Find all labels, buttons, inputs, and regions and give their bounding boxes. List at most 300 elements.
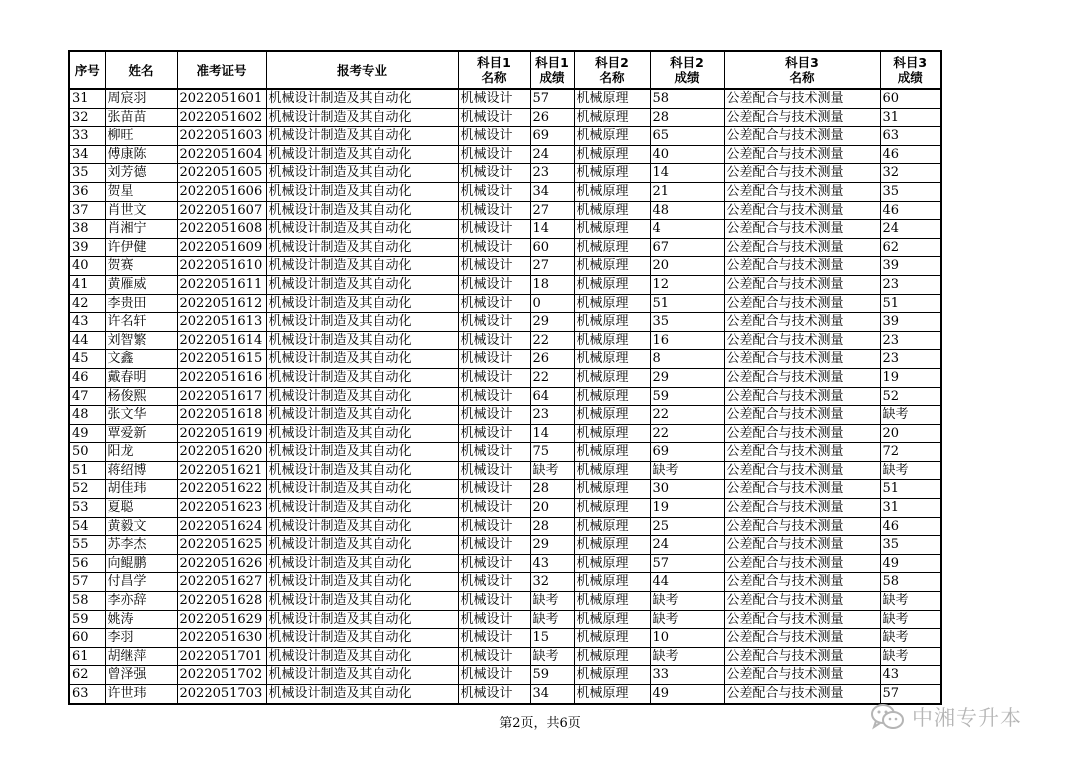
cell-exam-id: 2022051603 <box>177 127 266 146</box>
cell-subject1-name: 机械设计 <box>458 480 530 499</box>
cell-major: 机械设计制造及其自动化 <box>266 368 458 387</box>
cell-subject1-name: 机械设计 <box>458 108 530 127</box>
cell-subject3-name: 公差配合与技术测量 <box>724 368 880 387</box>
cell-subject3-name: 公差配合与技术测量 <box>724 610 880 629</box>
cell-subject3-score: 63 <box>880 127 941 146</box>
cell-major: 机械设计制造及其自动化 <box>266 275 458 294</box>
watermark <box>870 702 1022 732</box>
cell-seq: 54 <box>69 517 105 536</box>
cell-subject3-name: 公差配合与技术测量 <box>724 238 880 257</box>
cell-subject2-name: 机械原理 <box>574 331 650 350</box>
cell-seq: 57 <box>69 573 105 592</box>
table-row <box>69 406 941 425</box>
cell-subject2-score: 44 <box>650 573 724 592</box>
table-body <box>69 89 941 704</box>
cell-subject1-name: 机械设计 <box>458 424 530 443</box>
cell-subject1-name: 机械设计 <box>458 127 530 146</box>
cell-subject1-score: 64 <box>530 387 574 406</box>
cell-major: 机械设计制造及其自动化 <box>266 499 458 518</box>
table-row <box>69 443 941 462</box>
cell-name: 许名轩 <box>105 313 177 332</box>
cell-major: 机械设计制造及其自动化 <box>266 461 458 480</box>
cell-exam-id: 2022051626 <box>177 554 266 573</box>
cell-major: 机械设计制造及其自动化 <box>266 145 458 164</box>
cell-exam-id: 2022051703 <box>177 685 266 704</box>
cell-subject2-name: 机械原理 <box>574 220 650 239</box>
cell-subject2-score: 51 <box>650 294 724 313</box>
header-subject1-score: 科目1 成绩 <box>530 51 574 89</box>
cell-major: 机械设计制造及其自动化 <box>266 108 458 127</box>
cell-subject1-name: 机械设计 <box>458 145 530 164</box>
cell-subject1-score: 缺考 <box>530 592 574 611</box>
cell-name: 肖世文 <box>105 201 177 220</box>
cell-seq: 62 <box>69 666 105 685</box>
cell-subject1-score: 14 <box>530 424 574 443</box>
cell-name: 柳旺 <box>105 127 177 146</box>
cell-subject3-score: 39 <box>880 257 941 276</box>
cell-exam-id: 2022051630 <box>177 629 266 648</box>
cell-subject2-name: 机械原理 <box>574 201 650 220</box>
cell-subject1-score: 18 <box>530 275 574 294</box>
cell-seq: 32 <box>69 108 105 127</box>
cell-subject3-score: 20 <box>880 424 941 443</box>
cell-subject2-score: 10 <box>650 629 724 648</box>
cell-major: 机械设计制造及其自动化 <box>266 666 458 685</box>
cell-exam-id: 2022051624 <box>177 517 266 536</box>
cell-subject1-score: 34 <box>530 182 574 201</box>
cell-subject3-name: 公差配合与技术测量 <box>724 275 880 294</box>
cell-subject3-score: 51 <box>880 294 941 313</box>
cell-exam-id: 2022051614 <box>177 331 266 350</box>
cell-subject1-name: 机械设计 <box>458 368 530 387</box>
table-row <box>69 573 941 592</box>
cell-major: 机械设计制造及其自动化 <box>266 238 458 257</box>
cell-subject3-score: 缺考 <box>880 629 941 648</box>
cell-name: 许伊健 <box>105 238 177 257</box>
cell-exam-id: 2022051618 <box>177 406 266 425</box>
cell-subject2-score: 21 <box>650 182 724 201</box>
cell-subject2-name: 机械原理 <box>574 257 650 276</box>
wechat-icon <box>870 702 906 732</box>
cell-subject3-score: 31 <box>880 108 941 127</box>
cell-subject2-score: 缺考 <box>650 592 724 611</box>
cell-subject3-score: 缺考 <box>880 610 941 629</box>
cell-major: 机械设计制造及其自动化 <box>266 127 458 146</box>
cell-subject1-score: 29 <box>530 313 574 332</box>
cell-seq: 50 <box>69 443 105 462</box>
cell-major: 机械设计制造及其自动化 <box>266 350 458 369</box>
cell-major: 机械设计制造及其自动化 <box>266 443 458 462</box>
cell-subject3-name: 公差配合与技术测量 <box>724 517 880 536</box>
cell-seq: 34 <box>69 145 105 164</box>
cell-subject2-name: 机械原理 <box>574 368 650 387</box>
cell-subject2-score: 30 <box>650 480 724 499</box>
cell-subject2-score: 8 <box>650 350 724 369</box>
cell-subject3-score: 39 <box>880 313 941 332</box>
cell-subject3-score: 缺考 <box>880 647 941 666</box>
table-row <box>69 499 941 518</box>
table-row <box>69 145 941 164</box>
cell-subject2-score: 12 <box>650 275 724 294</box>
cell-name: 苏李杰 <box>105 536 177 555</box>
cell-name: 姚涛 <box>105 610 177 629</box>
cell-subject2-name: 机械原理 <box>574 164 650 183</box>
cell-exam-id: 2022051628 <box>177 592 266 611</box>
cell-major: 机械设计制造及其自动化 <box>266 294 458 313</box>
cell-exam-id: 2022051609 <box>177 238 266 257</box>
table-row <box>69 368 941 387</box>
cell-subject3-score: 23 <box>880 331 941 350</box>
cell-subject3-score: 缺考 <box>880 592 941 611</box>
header-subject1-name: 科目1 名称 <box>458 51 530 89</box>
table-row <box>69 592 941 611</box>
cell-subject1-name: 机械设计 <box>458 294 530 313</box>
cell-subject1-score: 缺考 <box>530 647 574 666</box>
cell-subject2-score: 29 <box>650 368 724 387</box>
cell-exam-id: 2022051612 <box>177 294 266 313</box>
cell-name: 戴春明 <box>105 368 177 387</box>
cell-major: 机械设计制造及其自动化 <box>266 536 458 555</box>
cell-name: 许世玮 <box>105 685 177 704</box>
cell-subject2-score: 57 <box>650 554 724 573</box>
cell-major: 机械设计制造及其自动化 <box>266 629 458 648</box>
cell-subject1-name: 机械设计 <box>458 89 530 108</box>
cell-major: 机械设计制造及其自动化 <box>266 573 458 592</box>
cell-subject3-name: 公差配合与技术测量 <box>724 629 880 648</box>
table-row <box>69 313 941 332</box>
cell-subject2-score: 20 <box>650 257 724 276</box>
cell-major: 机械设计制造及其自动化 <box>266 554 458 573</box>
cell-exam-id: 2022051608 <box>177 220 266 239</box>
cell-subject1-score: 28 <box>530 517 574 536</box>
cell-exam-id: 2022051620 <box>177 443 266 462</box>
cell-seq: 55 <box>69 536 105 555</box>
cell-seq: 51 <box>69 461 105 480</box>
cell-subject1-score: 26 <box>530 350 574 369</box>
cell-exam-id: 2022051702 <box>177 666 266 685</box>
cell-seq: 47 <box>69 387 105 406</box>
cell-subject1-score: 20 <box>530 499 574 518</box>
table-row <box>69 480 941 499</box>
cell-exam-id: 2022051613 <box>177 313 266 332</box>
table-row <box>69 387 941 406</box>
cell-subject2-score: 67 <box>650 238 724 257</box>
cell-major: 机械设计制造及其自动化 <box>266 592 458 611</box>
cell-subject1-name: 机械设计 <box>458 629 530 648</box>
cell-subject3-name: 公差配合与技术测量 <box>724 201 880 220</box>
cell-subject1-score: 14 <box>530 220 574 239</box>
cell-subject3-name: 公差配合与技术测量 <box>724 313 880 332</box>
cell-seq: 45 <box>69 350 105 369</box>
cell-subject3-score: 24 <box>880 220 941 239</box>
cell-name: 贺赛 <box>105 257 177 276</box>
cell-subject1-name: 机械设计 <box>458 443 530 462</box>
cell-name: 肖湘宁 <box>105 220 177 239</box>
table-row <box>69 220 941 239</box>
cell-subject1-score: 60 <box>530 238 574 257</box>
cell-subject2-name: 机械原理 <box>574 647 650 666</box>
cell-name: 杨俊熙 <box>105 387 177 406</box>
cell-subject3-score: 46 <box>880 517 941 536</box>
cell-subject1-score: 59 <box>530 666 574 685</box>
cell-subject3-name: 公差配合与技术测量 <box>724 145 880 164</box>
cell-subject3-score: 58 <box>880 573 941 592</box>
cell-subject1-name: 机械设计 <box>458 666 530 685</box>
cell-subject1-score: 22 <box>530 368 574 387</box>
cell-major: 机械设计制造及其自动化 <box>266 424 458 443</box>
header-major: 报考专业 <box>266 51 458 89</box>
cell-subject1-score: 28 <box>530 480 574 499</box>
cell-subject1-score: 26 <box>530 108 574 127</box>
cell-major: 机械设计制造及其自动化 <box>266 685 458 704</box>
cell-subject3-score: 51 <box>880 480 941 499</box>
score-table <box>68 50 942 705</box>
cell-subject1-name: 机械设计 <box>458 647 530 666</box>
cell-subject2-name: 机械原理 <box>574 275 650 294</box>
cell-subject2-score: 58 <box>650 89 724 108</box>
cell-subject1-name: 机械设计 <box>458 610 530 629</box>
cell-exam-id: 2022051627 <box>177 573 266 592</box>
table-row <box>69 685 941 704</box>
cell-exam-id: 2022051605 <box>177 164 266 183</box>
cell-subject1-score: 23 <box>530 406 574 425</box>
cell-subject2-name: 机械原理 <box>574 182 650 201</box>
cell-subject2-score: 33 <box>650 666 724 685</box>
cell-subject1-score: 29 <box>530 536 574 555</box>
cell-exam-id: 2022051611 <box>177 275 266 294</box>
table-row <box>69 331 941 350</box>
cell-major: 机械设计制造及其自动化 <box>266 647 458 666</box>
cell-subject2-score: 49 <box>650 685 724 704</box>
cell-subject2-name: 机械原理 <box>574 685 650 704</box>
cell-subject2-name: 机械原理 <box>574 127 650 146</box>
cell-exam-id: 2022051602 <box>177 108 266 127</box>
cell-subject3-name: 公差配合与技术测量 <box>724 331 880 350</box>
cell-subject2-score: 25 <box>650 517 724 536</box>
cell-subject1-score: 22 <box>530 331 574 350</box>
cell-subject2-name: 机械原理 <box>574 89 650 108</box>
cell-seq: 46 <box>69 368 105 387</box>
cell-subject2-name: 机械原理 <box>574 499 650 518</box>
table-row <box>69 201 941 220</box>
cell-major: 机械设计制造及其自动化 <box>266 610 458 629</box>
cell-subject3-score: 60 <box>880 89 941 108</box>
cell-subject2-name: 机械原理 <box>574 145 650 164</box>
cell-subject1-name: 机械设计 <box>458 685 530 704</box>
cell-subject1-name: 机械设计 <box>458 182 530 201</box>
cell-exam-id: 2022051606 <box>177 182 266 201</box>
cell-major: 机械设计制造及其自动化 <box>266 480 458 499</box>
cell-subject2-score: 65 <box>650 127 724 146</box>
header-exam-id: 准考证号 <box>177 51 266 89</box>
cell-subject1-score: 15 <box>530 629 574 648</box>
cell-name: 李贵田 <box>105 294 177 313</box>
cell-subject2-name: 机械原理 <box>574 610 650 629</box>
cell-name: 黄毅文 <box>105 517 177 536</box>
cell-subject3-score: 72 <box>880 443 941 462</box>
cell-seq: 53 <box>69 499 105 518</box>
cell-subject1-name: 机械设计 <box>458 517 530 536</box>
cell-subject3-name: 公差配合与技术测量 <box>724 294 880 313</box>
cell-name: 胡佳玮 <box>105 480 177 499</box>
cell-subject2-name: 机械原理 <box>574 480 650 499</box>
cell-seq: 48 <box>69 406 105 425</box>
cell-major: 机械设计制造及其自动化 <box>266 313 458 332</box>
cell-subject3-name: 公差配合与技术测量 <box>724 89 880 108</box>
cell-subject2-name: 机械原理 <box>574 350 650 369</box>
cell-subject2-score: 69 <box>650 443 724 462</box>
cell-name: 向鲲鹏 <box>105 554 177 573</box>
cell-subject3-score: 35 <box>880 536 941 555</box>
cell-seq: 35 <box>69 164 105 183</box>
cell-name: 付昌学 <box>105 573 177 592</box>
cell-exam-id: 2022051616 <box>177 368 266 387</box>
cell-subject3-name: 公差配合与技术测量 <box>724 182 880 201</box>
cell-major: 机械设计制造及其自动化 <box>266 331 458 350</box>
cell-subject1-name: 机械设计 <box>458 220 530 239</box>
cell-seq: 43 <box>69 313 105 332</box>
cell-subject3-name: 公差配合与技术测量 <box>724 666 880 685</box>
cell-subject3-score: 缺考 <box>880 461 941 480</box>
cell-seq: 60 <box>69 629 105 648</box>
cell-subject2-score: 16 <box>650 331 724 350</box>
cell-subject2-name: 机械原理 <box>574 387 650 406</box>
cell-seq: 39 <box>69 238 105 257</box>
cell-seq: 42 <box>69 294 105 313</box>
cell-name: 贺星 <box>105 182 177 201</box>
cell-subject1-score: 24 <box>530 145 574 164</box>
cell-seq: 36 <box>69 182 105 201</box>
cell-subject3-name: 公差配合与技术测量 <box>724 220 880 239</box>
cell-subject1-name: 机械设计 <box>458 238 530 257</box>
cell-seq: 37 <box>69 201 105 220</box>
table-row <box>69 424 941 443</box>
cell-subject3-name: 公差配合与技术测量 <box>724 554 880 573</box>
cell-subject2-score: 24 <box>650 536 724 555</box>
table-row <box>69 89 941 108</box>
cell-subject3-name: 公差配合与技术测量 <box>724 499 880 518</box>
cell-subject3-name: 公差配合与技术测量 <box>724 443 880 462</box>
cell-subject2-name: 机械原理 <box>574 443 650 462</box>
table-row <box>69 294 941 313</box>
cell-subject2-score: 缺考 <box>650 647 724 666</box>
cell-subject1-score: 75 <box>530 443 574 462</box>
cell-name: 夏聪 <box>105 499 177 518</box>
cell-name: 覃爱新 <box>105 424 177 443</box>
cell-subject3-score: 52 <box>880 387 941 406</box>
cell-subject2-name: 机械原理 <box>574 666 650 685</box>
cell-subject1-score: 23 <box>530 164 574 183</box>
cell-subject3-name: 公差配合与技术测量 <box>724 127 880 146</box>
cell-major: 机械设计制造及其自动化 <box>266 182 458 201</box>
cell-exam-id: 2022051623 <box>177 499 266 518</box>
cell-major: 机械设计制造及其自动化 <box>266 257 458 276</box>
cell-subject3-score: 46 <box>880 145 941 164</box>
cell-exam-id: 2022051625 <box>177 536 266 555</box>
cell-subject2-score: 59 <box>650 387 724 406</box>
cell-subject3-score: 23 <box>880 275 941 294</box>
cell-subject1-score: 57 <box>530 89 574 108</box>
cell-subject3-score: 19 <box>880 368 941 387</box>
cell-subject2-name: 机械原理 <box>574 313 650 332</box>
cell-subject2-score: 35 <box>650 313 724 332</box>
table-row <box>69 629 941 648</box>
cell-subject2-score: 48 <box>650 201 724 220</box>
table-row <box>69 108 941 127</box>
table-row <box>69 182 941 201</box>
cell-subject2-score: 22 <box>650 406 724 425</box>
table-row <box>69 275 941 294</box>
cell-exam-id: 2022051607 <box>177 201 266 220</box>
table-row <box>69 554 941 573</box>
cell-subject3-name: 公差配合与技术测量 <box>724 257 880 276</box>
cell-subject2-score: 14 <box>650 164 724 183</box>
cell-subject1-name: 机械设计 <box>458 461 530 480</box>
cell-subject3-name: 公差配合与技术测量 <box>724 647 880 666</box>
cell-seq: 33 <box>69 127 105 146</box>
cell-subject3-score: 32 <box>880 164 941 183</box>
cell-subject3-name: 公差配合与技术测量 <box>724 108 880 127</box>
cell-seq: 56 <box>69 554 105 573</box>
cell-subject3-score: 46 <box>880 201 941 220</box>
cell-subject1-name: 机械设计 <box>458 275 530 294</box>
header-subject3-score: 科目3 成绩 <box>880 51 941 89</box>
table-row <box>69 647 941 666</box>
table-header-row <box>69 51 941 89</box>
cell-subject3-name: 公差配合与技术测量 <box>724 685 880 704</box>
cell-subject2-name: 机械原理 <box>574 406 650 425</box>
cell-subject3-score: 23 <box>880 350 941 369</box>
cell-subject1-name: 机械设计 <box>458 257 530 276</box>
cell-subject2-name: 机械原理 <box>574 573 650 592</box>
cell-subject1-score: 43 <box>530 554 574 573</box>
cell-name: 傅康陈 <box>105 145 177 164</box>
cell-subject2-score: 19 <box>650 499 724 518</box>
cell-subject3-name: 公差配合与技术测量 <box>724 424 880 443</box>
cell-name: 黄雁威 <box>105 275 177 294</box>
cell-major: 机械设计制造及其自动化 <box>266 517 458 536</box>
cell-subject1-score: 27 <box>530 257 574 276</box>
table-row <box>69 127 941 146</box>
cell-subject2-name: 机械原理 <box>574 629 650 648</box>
cell-subject2-score: 28 <box>650 108 724 127</box>
cell-name: 张文华 <box>105 406 177 425</box>
cell-subject1-score: 缺考 <box>530 610 574 629</box>
table-row <box>69 350 941 369</box>
cell-subject1-name: 机械设计 <box>458 331 530 350</box>
cell-subject1-score: 34 <box>530 685 574 704</box>
cell-subject1-score: 缺考 <box>530 461 574 480</box>
cell-seq: 52 <box>69 480 105 499</box>
cell-name: 蒋绍博 <box>105 461 177 480</box>
cell-major: 机械设计制造及其自动化 <box>266 387 458 406</box>
header-subject2-score: 科目2 成绩 <box>650 51 724 89</box>
cell-seq: 40 <box>69 257 105 276</box>
cell-subject1-name: 机械设计 <box>458 554 530 573</box>
cell-major: 机械设计制造及其自动化 <box>266 201 458 220</box>
table-row <box>69 610 941 629</box>
cell-subject1-score: 69 <box>530 127 574 146</box>
cell-subject1-name: 机械设计 <box>458 592 530 611</box>
cell-seq: 63 <box>69 685 105 704</box>
cell-subject2-name: 机械原理 <box>574 294 650 313</box>
cell-exam-id: 2022051604 <box>177 145 266 164</box>
cell-major: 机械设计制造及其自动化 <box>266 89 458 108</box>
table-row <box>69 536 941 555</box>
cell-subject1-name: 机械设计 <box>458 313 530 332</box>
cell-subject2-name: 机械原理 <box>574 517 650 536</box>
cell-name: 李亦辞 <box>105 592 177 611</box>
